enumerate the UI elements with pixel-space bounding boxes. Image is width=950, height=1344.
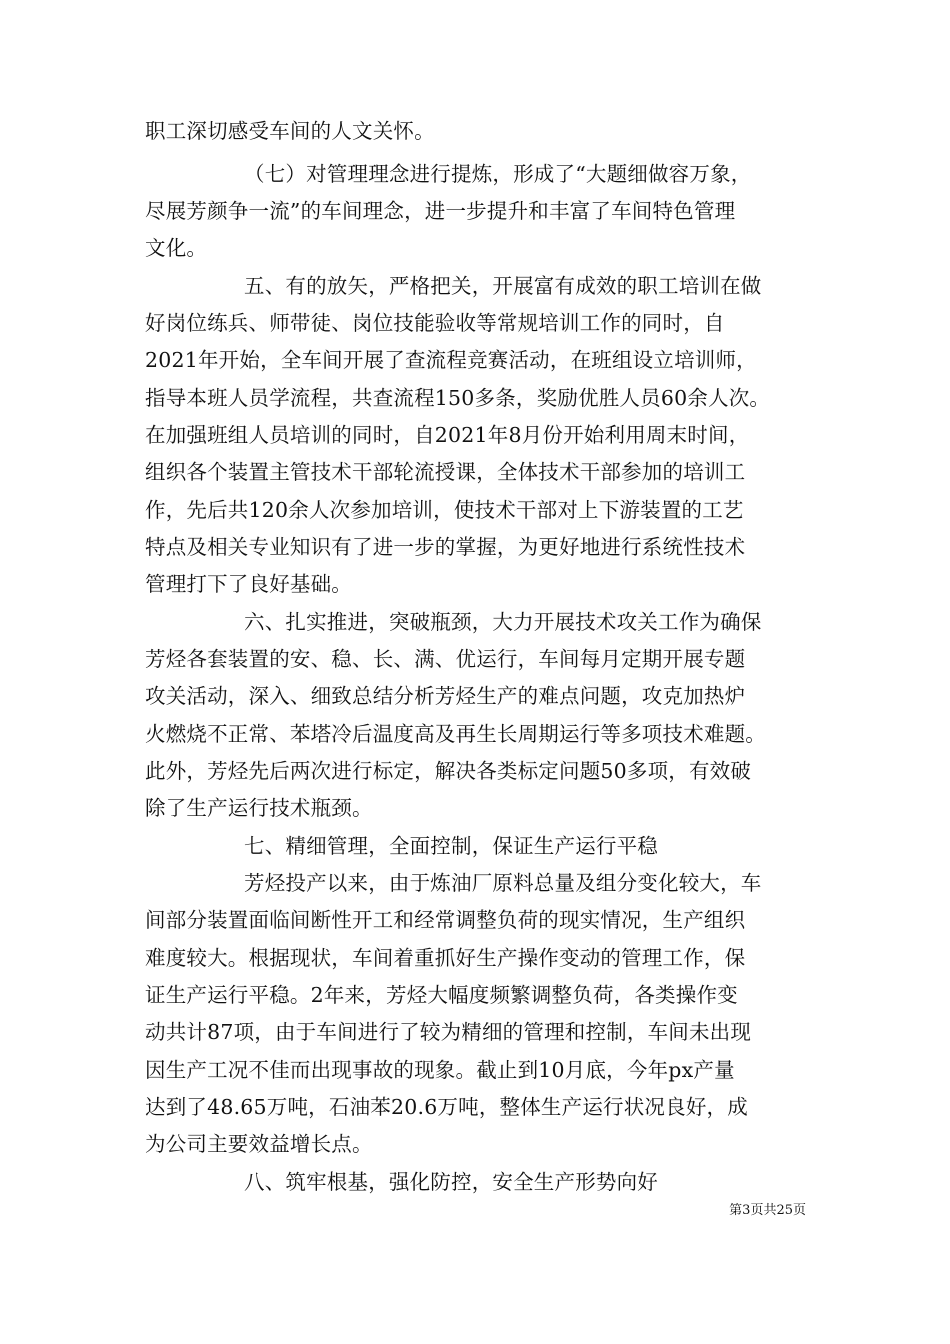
text-line: 组织各个装置主管技术干部轮流授课，全体技术干部参加的培训工 [145,460,746,484]
text-line: 火燃烧不正常、苯塔冷后温度高及再生长周期运行等多项技术难题。 [145,722,766,746]
text-line: 动共计87项，由于车间进行了较为精细的管理和控制，车间未出现 [145,1020,752,1044]
text-line: 因生产工况不佳而出现事故的现象。截止到10月底，今年px产量 [145,1058,735,1082]
text-line: 七、精细管理，全面控制，保证生产运行平稳 [244,834,658,858]
text-line: 为公司主要效益增长点。 [145,1132,373,1156]
text-line: 达到了48.65万吨，石油苯20.6万吨，整体生产运行状况良好，成 [145,1095,748,1119]
text-line: 在加强班组人员培训的同时，自2021年8月份开始利用周末时间， [145,423,750,447]
text-line: 尽展芳颜争一流”的车间理念，进一步提升和丰富了车间特色管理 [145,199,736,223]
text-line: 芳烃各套装置的安、稳、长、满、优运行，车间每月定期开展专题 [145,647,746,671]
page-number-footer: 第3页共25页 [729,1203,806,1218]
text-line: 除了生产运行技术瓶颈。 [145,796,373,820]
text-line: 芳烃投产以来，由于炼油厂原料总量及组分变化较大，车 [244,871,762,895]
text-line: 特点及相关专业知识有了进一步的掌握，为更好地进行系统性技术 [145,535,746,559]
text-line: 文化。 [145,236,208,260]
text-line: 2021年开始，全车间开展了查流程竞赛活动，在班组设立培训师， [145,348,757,372]
text-line: 攻关活动，深入、细致总结分析芳烃生产的难点问题，攻克加热炉 [145,684,746,708]
text-line: 证生产运行平稳。2年来，芳烃大幅度频繁调整负荷，各类操作变 [145,983,738,1007]
text-line: 职工深切感受车间的人文关怀。 [145,119,435,143]
text-line: 管理打下了良好基础。 [145,572,352,596]
text-line: 作，先后共120余人次参加培训，使技术干部对上下游装置的工艺 [145,498,744,522]
text-line: 六、扎实推进，突破瓶颈，大力开展技术攻关工作为确保 [244,610,762,634]
text-line: 指导本班人员学流程，共查流程150多条，奖励优胜人员60余人次。 [145,386,771,410]
text-line: 八、筑牢根基，强化防控，安全生产形势向好 [244,1170,658,1194]
text-line: 五、有的放矢，严格把关，开展富有成效的职工培训在做 [244,274,762,298]
text-line: 此外，芳烃先后两次进行标定，解决各类标定问题50多项，有效破 [145,759,752,783]
text-line: 难度较大。根据现状，车间着重抓好生产操作变动的管理工作，保 [145,946,746,970]
text-line: （七）对管理理念进行提炼，形成了“大题细做容万象， [244,162,752,186]
text-line: 间部分装置面临间断性开工和经常调整负荷的现实情况，生产组织 [145,908,746,932]
text-line: 好岗位练兵、师带徒、岗位技能验收等常规培训工作的同时，自 [145,311,725,335]
